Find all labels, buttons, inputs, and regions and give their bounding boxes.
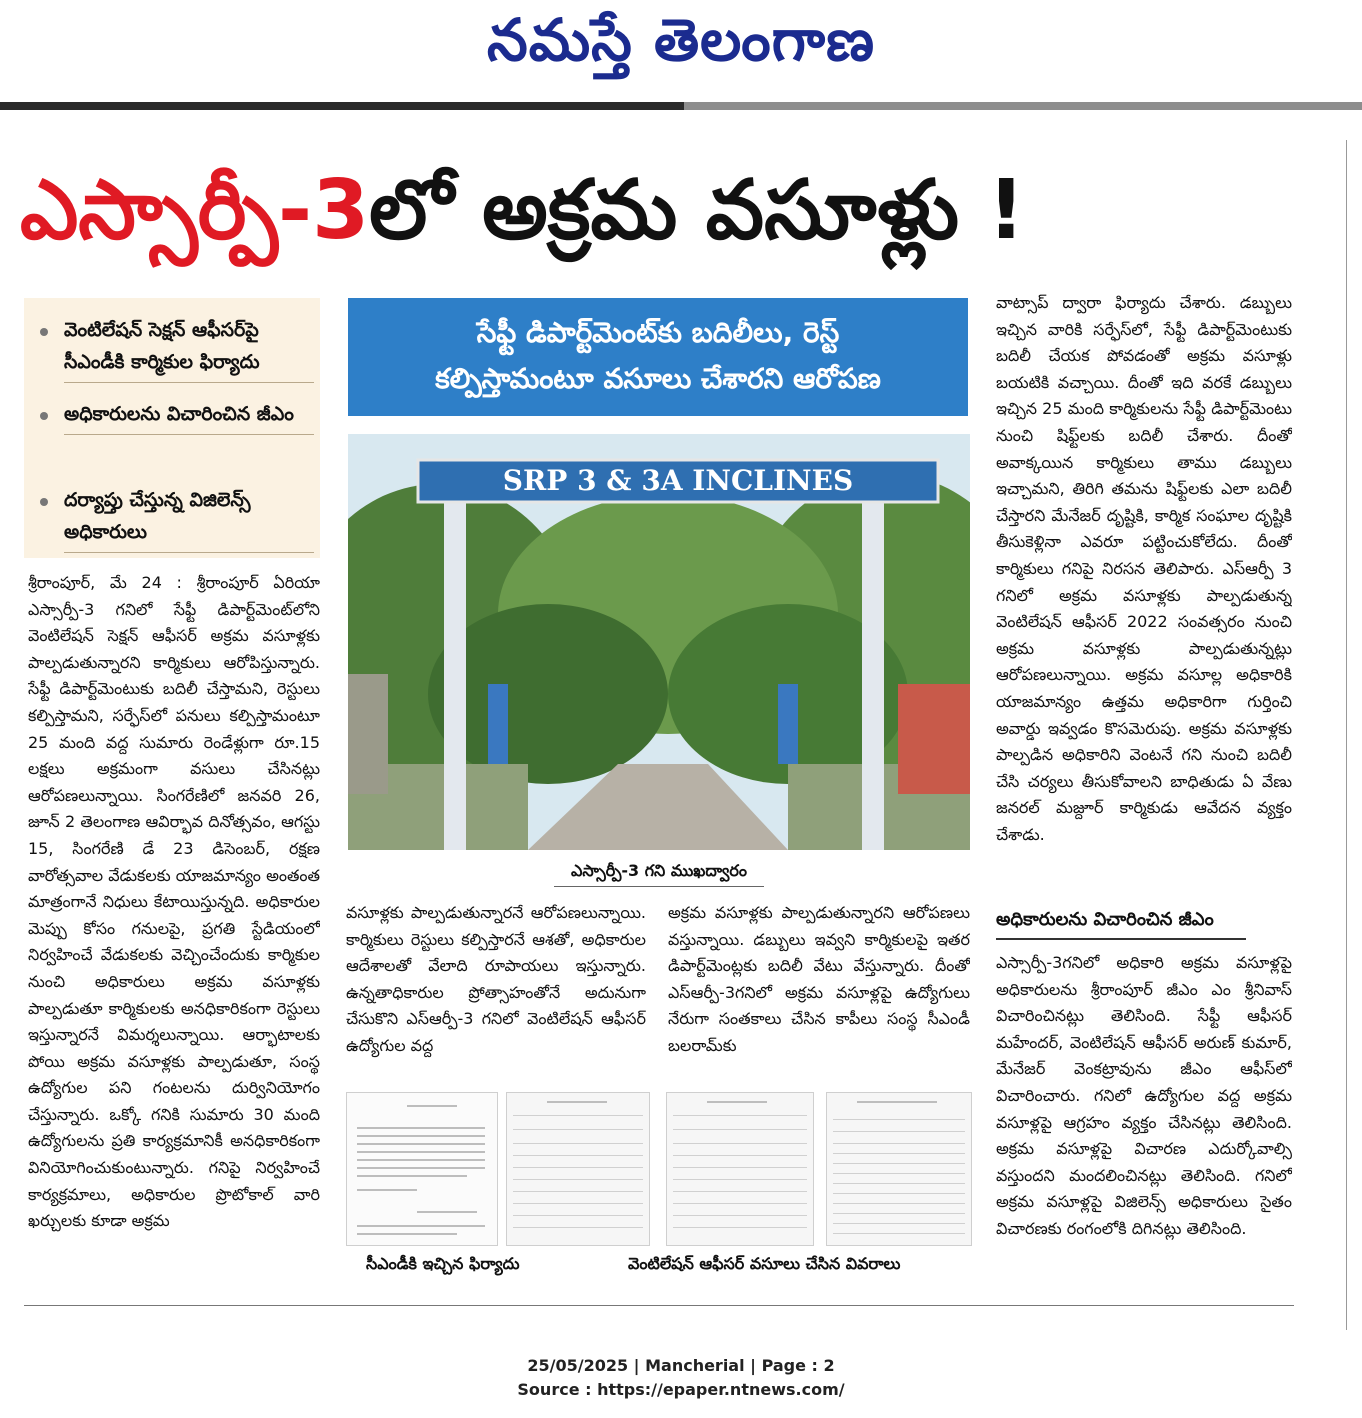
highlight-item	[40, 314, 314, 383]
gate-sign-text: SRP 3 & 3A INCLINES	[502, 464, 854, 497]
headline-black-part: లో అక్రమ వసూళ్లు !	[369, 163, 1025, 258]
highlight-item	[40, 398, 314, 435]
bottom-rule	[24, 1305, 1294, 1306]
statement-image-1	[506, 1092, 650, 1246]
newspaper-logo: నమస్తే తెలంగాణ	[487, 6, 875, 74]
headline-red-part: ఎస్సార్పీ-3	[20, 163, 370, 258]
article-column-4: వాట్సాప్ ద్వారా ఫిర్యాదు చేశారు. డబ్బులు ఇచ్చిన వారికి సర్ఫేస్‌లో, సేఫ్టీ డిపార్ట్‌మెంటుకు బదిలీ చేయక పోవడంతో అక్రమ వసూళ్లు బయటికి వచ్చాయి. దీంతో ఇది వరకే డబ్బులు ఇచ్చిన 25 మంది కార్మికులను సేఫ్టీ డిపార్ట్‌మెంటు నుంచి షిఫ్ట్‌లకు బదిలీ చేశారు. దీంతో అవాక్కయిన కార్మికులు తాము డబ్బులు ఇచ్చామని, తిరిగి తమను షిఫ్ట్‌లకు ఎలా బదిలీ చేస్తారని మేనేజర్ దృష్టికి, కార్మిక సంఘాల దృష్టికి తీసుకెళ్లినా ఎవరూ పట్టించుకోలేదు. దీంతో కార్మికులు గనిపై నిరసన తెలిపారు. ఎస్ఆర్పీ 3 గనిలో అక్రమ వసూళ్లకు పాల్పడుతున్న వెంటిలేషన్ ఆఫీసర్ 2022 సంవత్సరం నుంచి అక్రమ వసూళ్లకు పాల్పడుతున్నట్లు ఆరోపణలున్నాయి. అక్రమ వసూల్ల అధికారికి యాజమాన్యం ఉత్తమ అధికారిగా గుర్తించి అవార్డు ఇవ్వడం కొసమెరుపు. అక్రమ వసూళ్లకు పాల్పడిన అధికారిని వెంటనే గని నుంచి బదిలీ చేసి చర్యలు తీసుకోవాలని బాధితుడు ఏ వేణు జనరల్ మజ్దూర్ కార్మికుడు ఆవేదన వ్యక్తం చేశాడు.	[996, 293, 1292, 844]
article-column-2: వసూళ్లకు పాల్పడుతున్నారనే ఆరోపణలున్నాయి. కార్మికులు రెస్టులు కల్పిస్తారనే ఆశతో, అధికారుల ఆదేశాలతో వేలాది రూపాయలు ఇస్తున్నారు. ఉన్నతాధికారుల ప్రోత్సాహంతోనే అదునుగా చేసుకొని ఎస్ఆర్పీ-3 గనిలో వెంటిలేషన్ ఆఫీసర్ ఉద్యోగుల వద్ద	[346, 903, 646, 1055]
subheading-rule	[996, 938, 1246, 940]
complaint-letter-image	[346, 1092, 498, 1246]
subheadline-banner	[348, 298, 968, 416]
headline	[20, 146, 1310, 276]
bullet-dot-icon	[40, 328, 48, 336]
caption-rule	[554, 886, 764, 887]
article-column-1: శ్రీరాంపూర్, మే 24 : శ్రీరాంపూర్ ఏరియా ఎస్సార్పీ-3 గనిలో సేఫ్టీ డిపార్ట్‌మెంట్‌లోని వెంటిలేషన్ సెక్షన్ ఆఫీసర్ అక్రమ వసూళ్లకు పాల్పడుతున్నారని కార్మికులు ఆరోపిస్తున్నారు. సేఫ్టీ డిపార్ట్‌మెంటుకు బదిలీ చేస్తామని, రెస్టులు కల్పిస్తామని, సర్ఫేస్‌లో పనులు కల్పిస్తామంటూ 25 మంది వద్ద సుమారు రెండేళ్లుగా రూ.15 లక్షలు అక్రమంగా వసులు చేసినట్లు ఆరోపణలున్నాయి. సింగరేణిలో జనవరి 26, జూన్ 2 తెలంగాణ ఆవిర్భావ దినోత్సవం, ఆగస్టు 15, సింగరేణి డే 23 డిసెంబర్, రక్షణ వారోత్సవాల వేడుకలకు యాజమాన్యం అంతంత మాత్రంగానే నిధులు కేటాయిస్తున్నది. అధికారుల మెప్పు కోసం గనులపై, ప్రగతి స్టేడియంలో నిర్వహించే వేడుకలకు వెచ్చించేందుకు కార్మికుల నుంచి అధికారులు అక్రమ వసూళ్లకు పాల్పడుతూ కార్మికులకు అనధికారికంగా రెస్టులు ఇస్తున్నారనే విమర్శలున్నాయి. ఆర్భాటాలకు పోయి అక్రమ వసూళ్లకు పాల్పడుతూ, సంస్థ ఉద్యోగుల పని గంటలను దుర్వినియోగం చేస్తున్నారు. ఒక్కో గనికి సుమారు 30 మంది ఉద్యోగులను ప్రతి కార్యక్రమానికీ అనధికారికంగా వినియోగించుకుంటున్నారు. గనిపై నిర్వహించే కార్యక్రమాలు, అధికారుల ప్రొటోకాల్ వారి ఖర్చులకు కూడా అక్రమ	[28, 573, 320, 1231]
highlight-text: దర్యాప్తు చేస్తున్న విజిలెన్స్ అధికారులు	[64, 484, 314, 553]
highlight-text: వెంటిలేషన్ సెక్షన్ ఆఫీసర్‌పై సీఎండీకి కార్మికుల ఫిర్యాదు	[64, 314, 314, 383]
masthead-rule-gray	[684, 102, 1362, 110]
photo-caption: ఎస్సార్పీ-3 గని ముఖద్వారం	[571, 861, 747, 880]
highlight-item	[40, 484, 314, 553]
statement-image-3	[826, 1092, 972, 1246]
masthead-rule	[0, 102, 684, 110]
section-subheading: అధికారులను విచారించిన జీఎం	[996, 909, 1214, 930]
column-divider	[1346, 140, 1347, 1330]
bullet-dot-icon	[40, 498, 48, 506]
banner-line-2: కల్పిస్తామంటూ వసూలు చేశారని ఆరోపణ	[435, 362, 881, 395]
banner-line-1: సేఫ్టీ డిపార్ట్‌మెంట్‌కు బదిలీలు, రెస్ట్	[476, 316, 840, 349]
statement-image-2	[666, 1092, 814, 1246]
photo-illustration	[348, 434, 970, 850]
highlights-box	[24, 298, 320, 558]
highlight-text: అధికారులను విచారించిన జీఎం	[64, 398, 314, 435]
footer-date-line: 25/05/2025 | Mancherial | Page : 2	[527, 1356, 835, 1375]
article-column-3: అక్రమ వసూళ్లకు పాల్పడుతున్నారని ఆరోపణలు వస్తున్నాయి. డబ్బులు ఇవ్వని కార్మికులపై ఇతర డిపార్ట్‌మెంట్లకు బదిలీ వేటు వేస్తున్నారు. దీంతో ఎస్ఆర్పీ-3గనిలో అక్రమ వసూళ్లపై ఉద్యోగులు నేరుగా సంతకాలు చేసిన కాపీలు సంస్థ సీఎండీ బలరామ్‌కు	[668, 903, 970, 1055]
mine-entrance-photo	[348, 434, 970, 850]
masthead	[0, 0, 1362, 96]
article-column-4-continued: ఎస్సార్పీ-3గనిలో అధికారి అక్రమ వసూళ్లపై అధికారులను శ్రీరాంపూర్ జీఎం ఎం శ్రీనివాస్ విచారించినట్లు తెలిసింది. సేఫ్టీ ఆఫీసర్ మహేందర్, వెంటిలేషన్ ఆఫీసర్ అరుణ్ కుమార్, మేనేజర్ వెంకట్రావును జీఎం ఆఫీస్‌లో విచారించారు. గనిలో ఉద్యోగుల వద్ద అక్రమ వసూళ్లపై ఆగ్రహం వ్యక్తం చేసినట్లు తెలిసింది. అక్రమ వసూళ్లపై విచారణ ఎదుర్కోవాల్సి వస్తుందని మందలించినట్లు తెలిసింది. గనిలో అక్రమ వసూళ్లపై విజిలెన్స్ అధికారులు సైతం విచారణకు రంగంలోకి దిగినట్లు తెలిసింది.	[996, 953, 1292, 1238]
adjacent-article-edge	[1352, 150, 1362, 1330]
bullet-dot-icon	[40, 412, 48, 420]
details-caption: వెంటిలేషన్ ఆఫీసర్ వసూలు చేసిన వివరాలు	[628, 1254, 901, 1273]
footer-source-line: Source : https://epaper.ntnews.com/	[517, 1380, 845, 1399]
complaint-caption: సీఎండీకి ఇచ్చిన ఫిర్యాదు	[366, 1254, 520, 1273]
